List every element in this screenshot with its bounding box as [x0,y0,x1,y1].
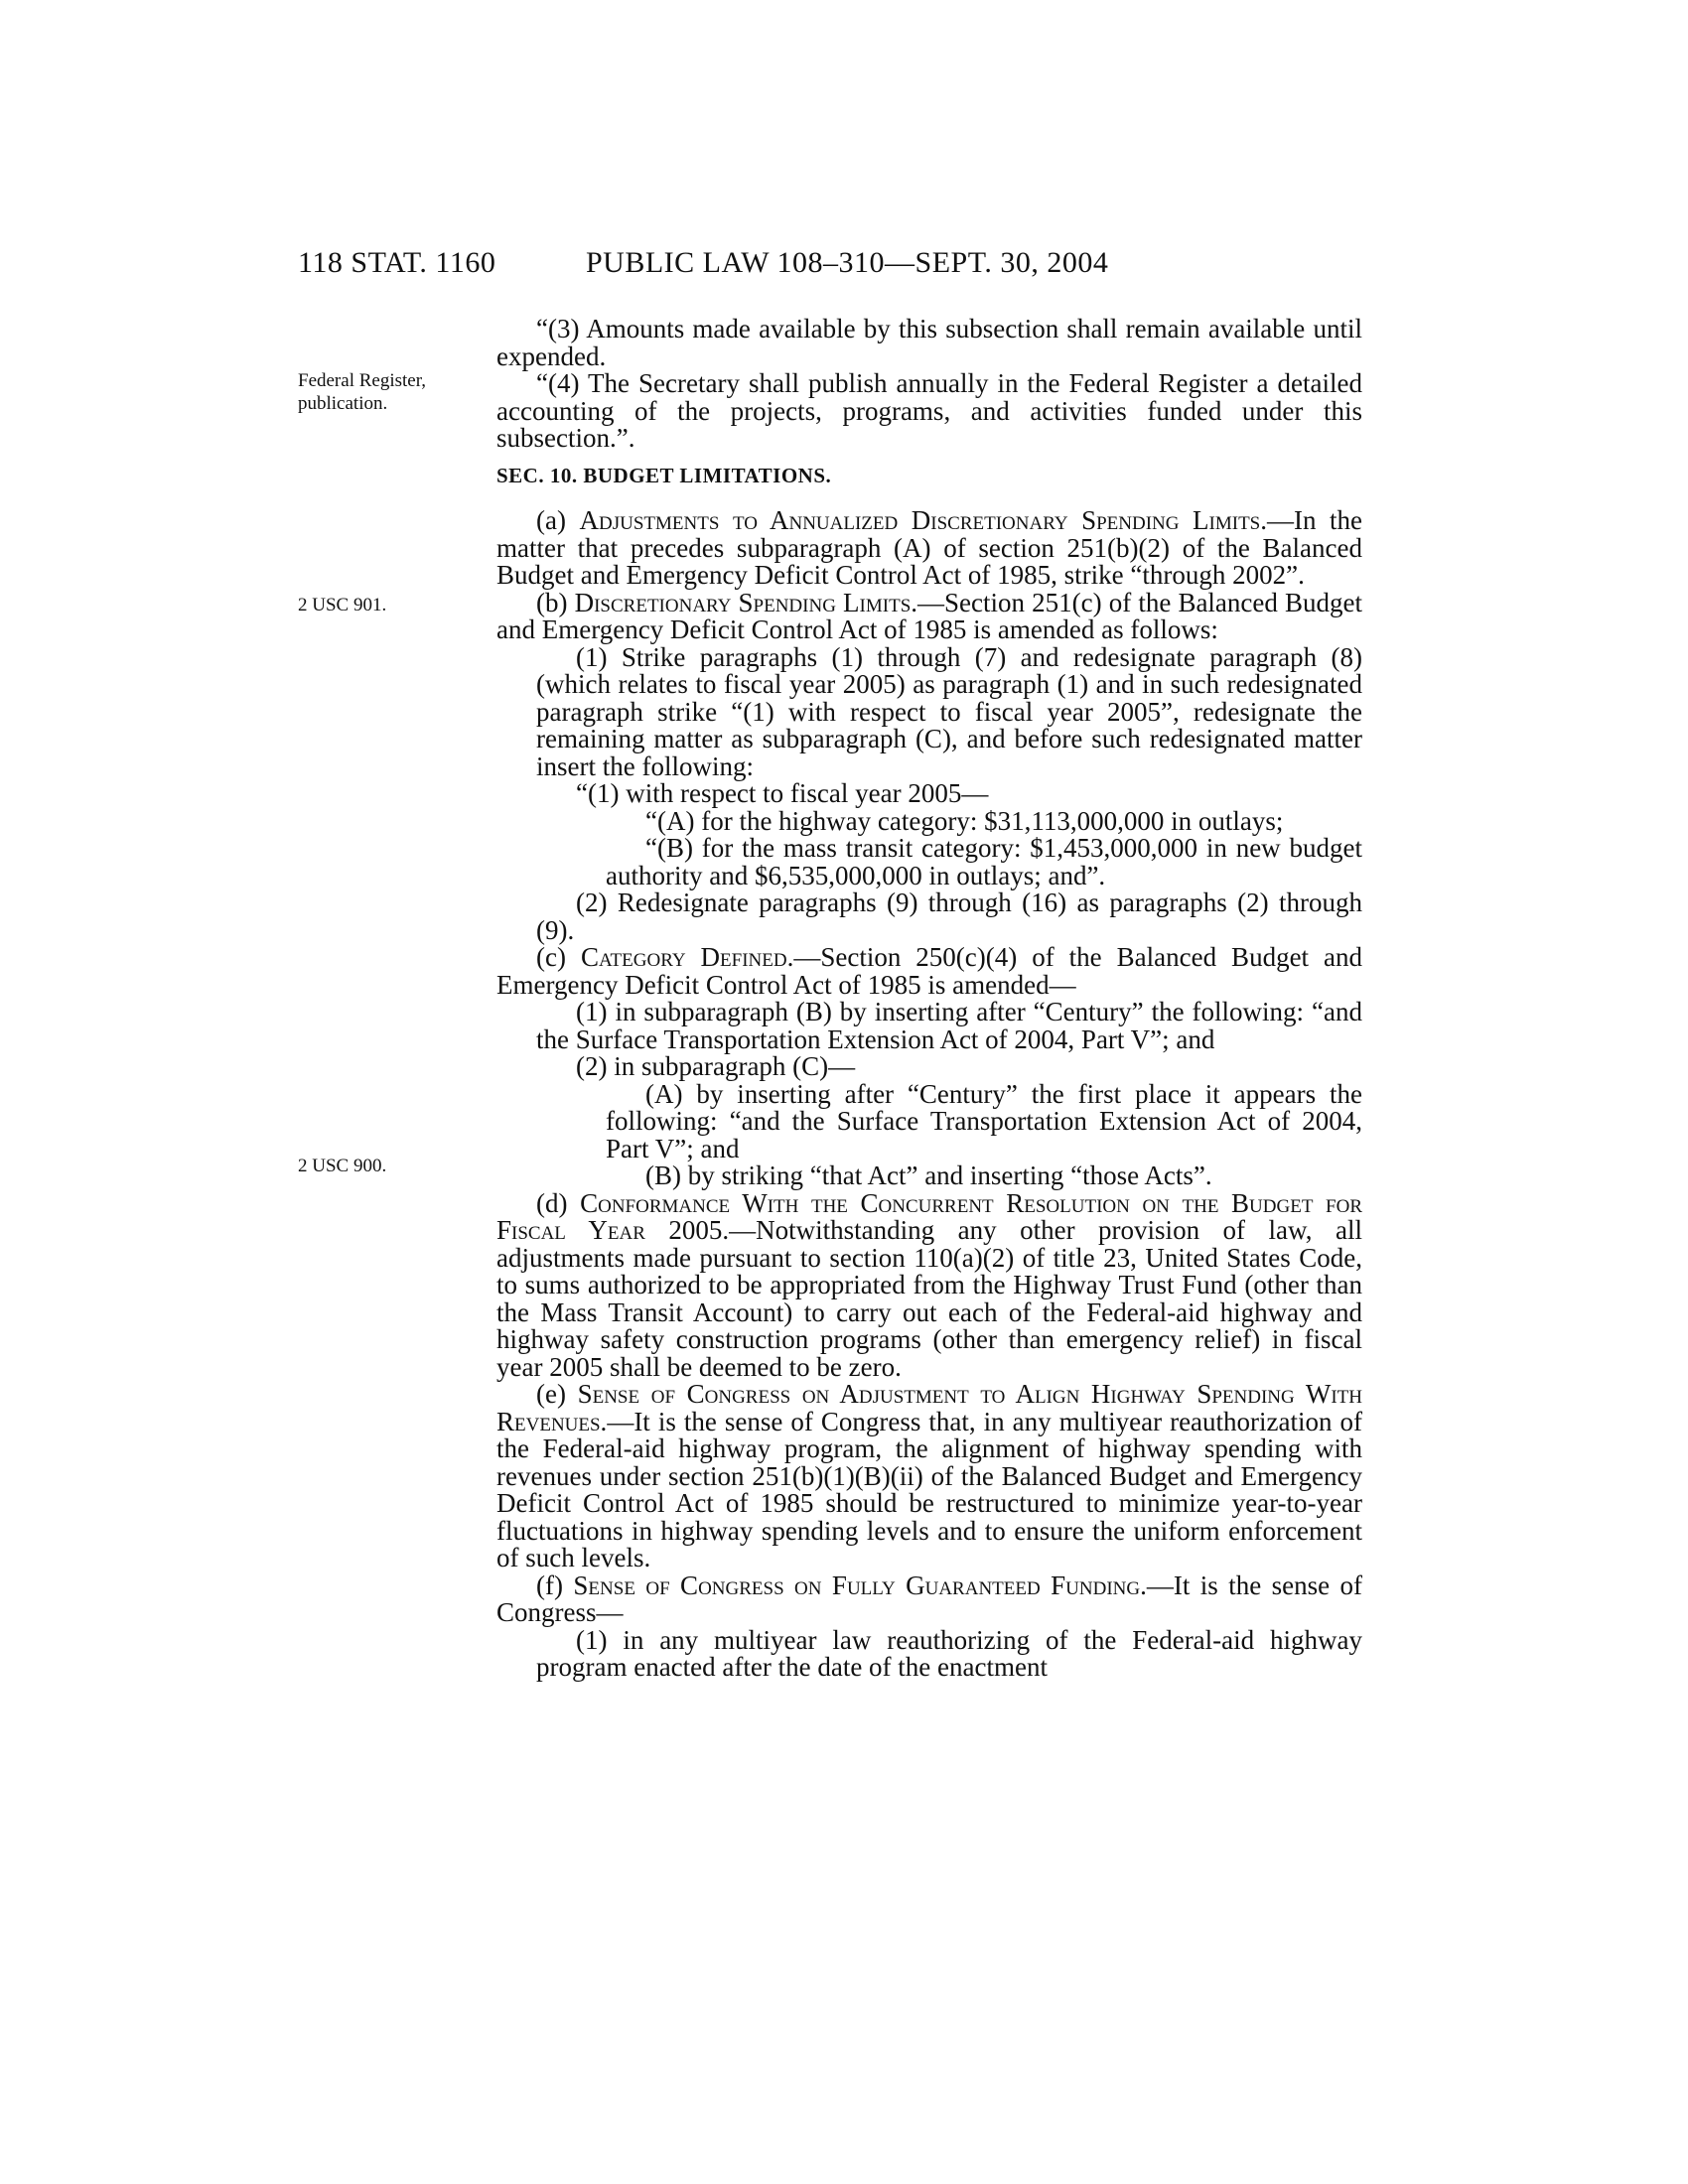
quoted-paragraph-1: “(1) with respect to fiscal year 2005— [576,778,989,808]
subsection-heading: Sense of Congress on Adjustment to Align Highway Spending With Revenues. [496,1379,1363,1436]
document-body [496,316,1362,1682]
subsection-b [496,587,1363,644]
subsection-heading: Conformance With the Concurrent Resolution on the Budget for Fiscal Year 2005. [496,1187,1363,1245]
subsection-c [496,944,1362,999]
margin-note-2-usc-900 [298,1155,487,1177]
subsection-label: (f) [536,1570,574,1600]
subsection-text: —It is the sense of Congress— [496,1570,1362,1627]
subsection-f [496,1572,1362,1627]
subparagraph-c2a: (A) by inserting after “Century” the first place it appears the following: “and the Surface Transportation Extension Act of 2004, Part V”; and [606,1078,1362,1163]
subsection-label: (d) [536,1187,581,1218]
subsection-heading: Adjustments to Annualized Discretionary Spending Limits. [579,505,1267,535]
paragraph-b1: (1) Strike paragraphs (1) through (7) and redesignate paragraph (8) (which relates to fiscal year 2005) as paragraph (1) and in such redesignated paragraph strike “(1) with respect to fiscal year 2005”, redesignate the remaining matter as subparagraph (C), and before such redesignated matter insert the following: [536,641,1362,781]
margin-note-line: publication. [298,393,388,414]
paragraph-4: “(4) The Secretary shall publish annually in the Federal Register a detailed accounting of the projects, programs, and activities funded under this subsection.”. [496,368,1362,453]
subsection-label: (a) [536,505,580,535]
section-heading: SEC. 10. BUDGET LIMITATIONS. [496,463,832,487]
subsection-heading: Category Defined. [580,942,794,972]
subsection-label: (c) [536,942,581,972]
quoted-subparagraph-a: “(A) for the highway category: $31,113,000,000 in outlays; [645,805,1284,836]
paragraph-3: “(3) Amounts made available by this subsection shall remain available until expended. [496,314,1362,371]
subsection-text: —Notwithstanding any other provision of law, all adjustments made pursuant to section 110(a)(2) of title 23, United States Code, to sums authorized to be appropriated from the Highway Trust Fund (other than the Mass Transit Account) to carry out each of the Federal-aid highway and highway safety construction programs (other than emergency relief) in fiscal year 2005 shall be deemed to be zero. [496,1215,1362,1382]
subsection-text: —Section 250(c)(4) of the Balanced Budget and Emergency Deficit Control Act of 1985 is amended— [496,942,1363,1000]
subsection-label: (b) [536,587,575,617]
margin-note-line: 2 USC 900. [298,1156,387,1176]
margin-note-line: Federal Register, [298,370,427,391]
margin-note-line: 2 USC 901. [298,595,387,615]
subsection-heading: Sense of Congress on Fully Guaranteed Funding. [573,1570,1147,1600]
subsection-label: (e) [536,1379,578,1409]
subsection-a [496,507,1362,590]
subsection-d [496,1187,1363,1382]
subsection-text: —In the matter that precedes subparagraph (A) of section 251(b)(2) of the Balanced Budget and Emergency Deficit Control Act of 1985, strike “through 2002”. [496,505,1363,590]
subsection-e [496,1381,1362,1572]
subsection-heading: Discretionary Spending Limits. [574,587,918,617]
subsection-text: —Section 251(c) of the Balanced Budget and Emergency Deficit Control Act of 1985 is amended as follows: [496,587,1363,644]
margin-note-federal-register [298,369,487,415]
page-title: PUBLIC LAW 108–310—SEPT. 30, 2004 [586,246,1109,279]
paragraph-f1: (1) in any multiyear law reauthorizing of the Federal-aid highway program enacted after the date of the enactment [536,1624,1362,1682]
subparagraph-c2b: (B) by striking “that Act” and inserting “those Acts”. [645,1160,1212,1190]
paragraph-b2: (2) Redesignate paragraphs (9) through (16) as paragraphs (2) through (9). [536,887,1362,945]
quoted-subparagraph-b: “(B) for the mass transit category: $1,453,000,000 in new budget authority and $6,535,000,000 in outlays; and”. [606,833,1362,890]
margin-note-2-usc-901 [298,594,487,616]
stat-page-reference: 118 STAT. 1160 [298,246,496,279]
paragraph-c2: (2) in subparagraph (C)— [576,1051,856,1081]
subsection-text: —It is the sense of Congress that, in any multiyear reauthorization of the Federal-aid highway program, the alignment of highway spending with revenues under section 251(b)(1)(B)(ii) of the Balanced Budget and Emergency Deficit Control Act of 1985 should be restructured to minimize year-to-year fluctuations in highway spending levels and to ensure the uniform enforcement of such levels. [496,1406,1362,1572]
paragraph-c1: (1) in subparagraph (B) by inserting after “Century” the following: “and the Surface Transportation Extension Act of 2004, Part V”; and [536,997,1362,1054]
